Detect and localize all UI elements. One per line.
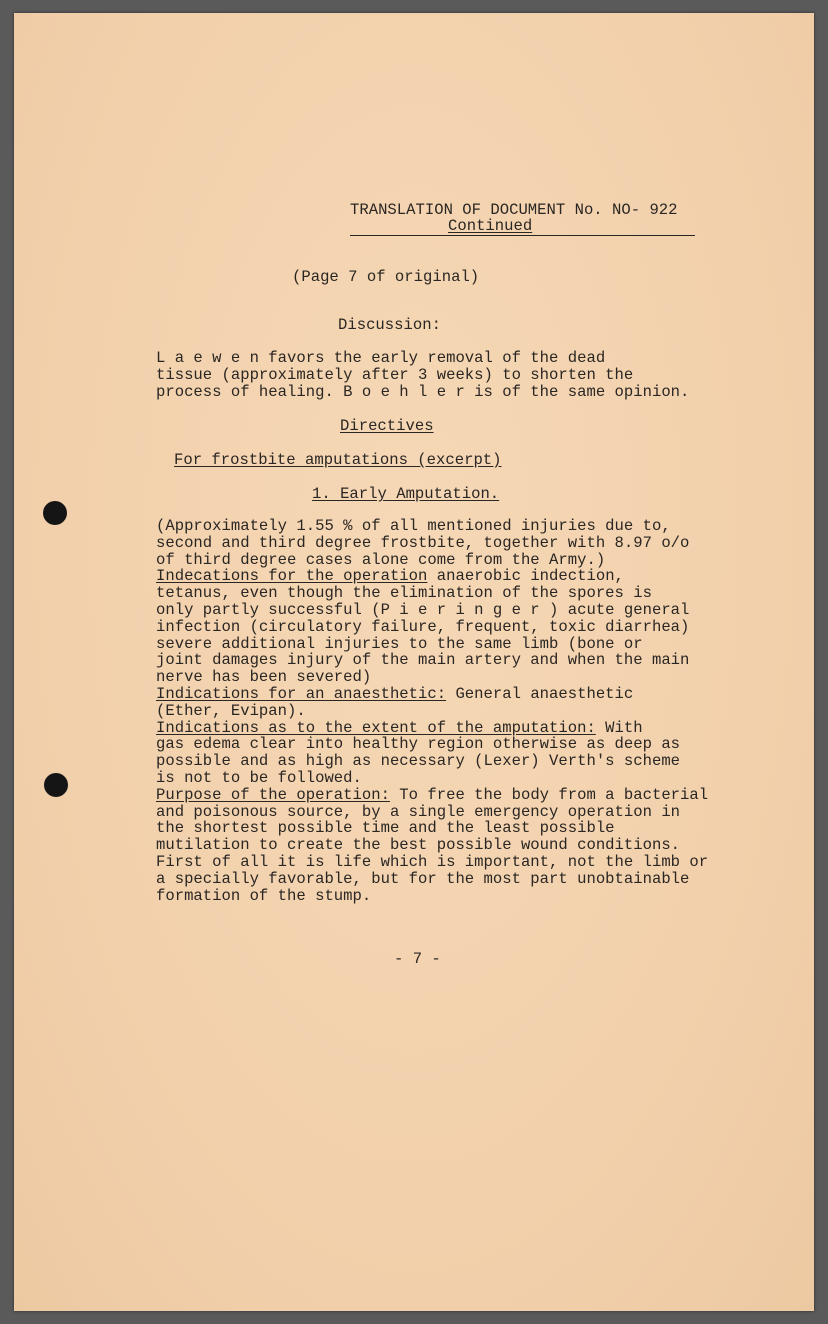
- operation-indications-line: severe additional injuries to the same limb (bone or: [156, 634, 643, 653]
- anaesthetic-indications-line: (Ether, Evipan).: [156, 701, 306, 720]
- operation-indications-line: nerve has been severed): [156, 668, 372, 687]
- discussion-paragraph: [156, 350, 689, 400]
- operation-indications-line: infection (circulatory failure, frequent, toxic diarrhea): [156, 617, 690, 636]
- purpose-line: a specially favorable, but for the most part unobtainable: [156, 869, 690, 888]
- header-underline: [350, 235, 695, 236]
- directives-subheading: For frostbite amputations (excerpt): [174, 451, 502, 469]
- page-number: - 7 -: [394, 950, 441, 968]
- extent-indications-line: gas edema clear into healthy region otherwise as deep as: [156, 735, 681, 754]
- purpose-line: formation of the stump.: [156, 886, 372, 905]
- purpose-line: mutilation to create the best possible wound conditions.: [156, 836, 681, 855]
- document-subtitle: Continued: [448, 217, 533, 235]
- discussion-line: L a e w e n favors the early removal of the dead: [156, 349, 606, 367]
- intro-line: (Approximately 1.55 % of all mentioned injuries due to,: [156, 517, 671, 535]
- punch-hole-top: [43, 501, 67, 525]
- purpose-label: Purpose of the operation:: [156, 785, 390, 804]
- discussion-line: tissue (approximately after 3 weeks) to shorten the: [156, 365, 634, 384]
- operation-indications-line: only partly successful (P i e r i n g e r ) acute general: [156, 600, 690, 619]
- page-note: (Page 7 of original): [292, 268, 480, 286]
- purpose-line: First of all it is life which is important, not the limb or: [156, 852, 709, 871]
- extent-indications-line: is not to be followed.: [156, 768, 362, 787]
- intro-line: second and third degree frostbite, together with 8.97 o/o: [156, 533, 690, 552]
- purpose-line: the shortest possible time and the least possible: [156, 819, 615, 838]
- extent-indications-label: Indications as to the extent of the amputation:: [156, 718, 596, 737]
- operation-indications-line: joint damages injury of the main artery and when the main: [156, 651, 690, 670]
- operation-indications-line: tetanus, even though the elimination of the spores is: [156, 584, 652, 603]
- punch-hole-bottom: [44, 773, 68, 797]
- extent-indications-line: possible and as high as necessary (Lexer) Verth's scheme: [156, 752, 681, 771]
- anaesthetic-indications-label: Indications for an anaesthetic:: [156, 684, 447, 703]
- body-text: [156, 518, 708, 904]
- operation-indications-line: anaerobic indection,: [427, 567, 624, 586]
- section-title: 1. Early Amputation.: [312, 485, 500, 503]
- discussion-line: process of healing. B o e h l e r is of the same opinion.: [156, 382, 690, 401]
- purpose-line: To free the body from a bacterial: [389, 785, 709, 804]
- anaesthetic-indications-line: General anaesthetic: [446, 684, 634, 703]
- document-title: TRANSLATION OF DOCUMENT No. NO- 922: [350, 201, 678, 219]
- intro-line: of third degree cases alone come from the Army.): [156, 550, 606, 569]
- operation-indications-label: Indecations for the operation: [156, 567, 428, 586]
- directives-heading: Directives: [340, 417, 434, 435]
- discussion-heading: Discussion:: [338, 316, 441, 334]
- extent-indications-line: With: [595, 718, 643, 737]
- purpose-line: and poisonous source, by a single emergency operation in: [156, 802, 681, 821]
